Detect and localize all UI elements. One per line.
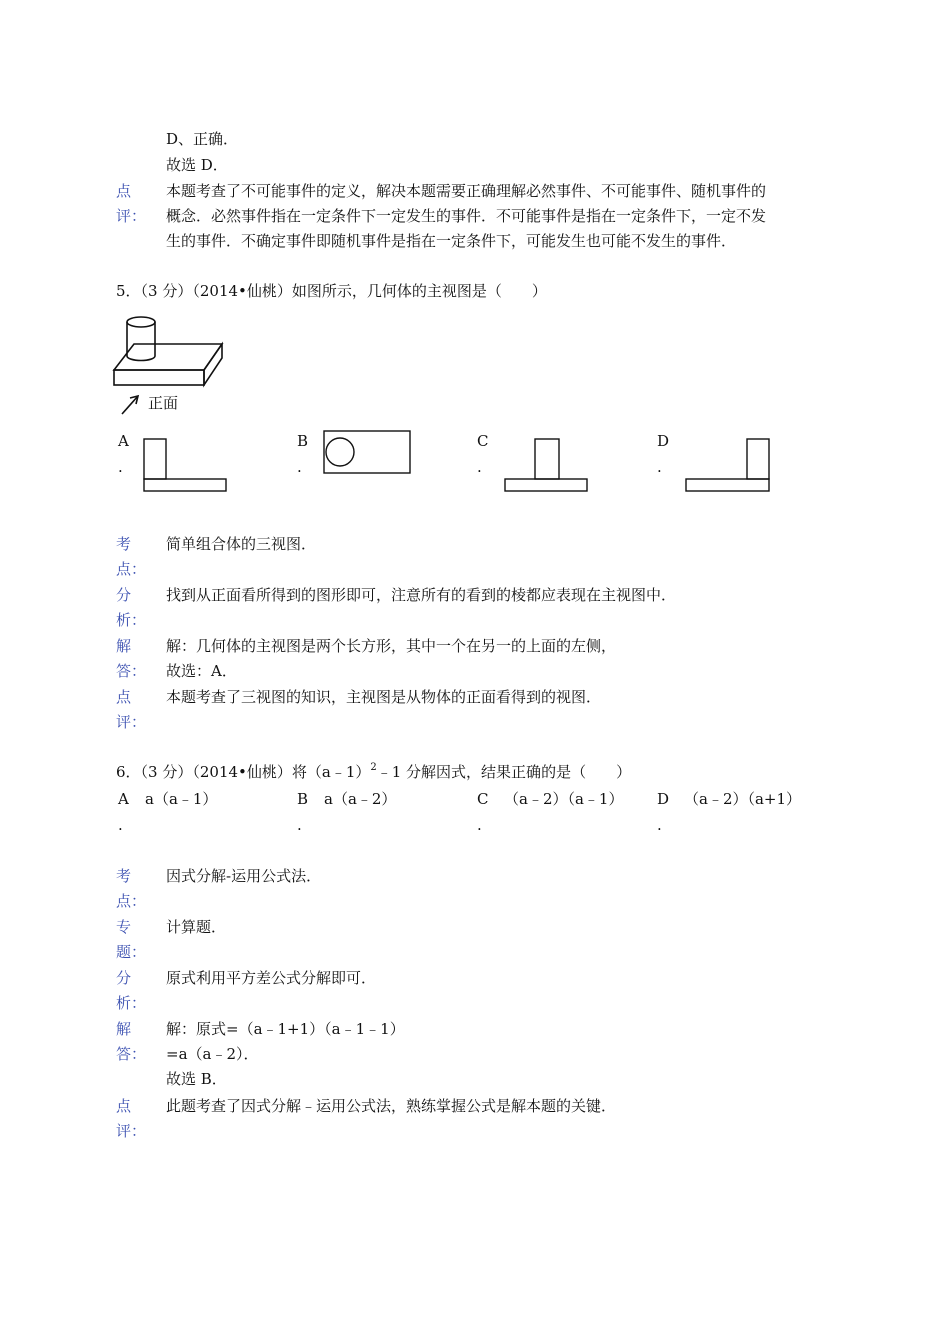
prev-comment-line-3: 生的事件．不确定事件即随机事件是指在一定条件下，可能发生也可能不发生的事件． xyxy=(166,232,737,250)
q5-option-d-dot: . xyxy=(657,458,662,476)
q6-option-a-letter[interactable]: A xyxy=(118,790,129,808)
q5-option-d-letter[interactable]: D xyxy=(657,432,670,450)
q6-option-a-dot: . xyxy=(118,816,123,834)
q6-dianping: 此题考查了因式分解﹣运用公式法，熟练掌握公式是解本题的关键． xyxy=(166,1097,617,1115)
q6-option-c-dot: . xyxy=(477,816,482,834)
q5-dianping-label-2: 评： xyxy=(116,713,147,731)
prev-answer-line-2: 故选 D． xyxy=(166,156,228,174)
q5-option-a-figure[interactable] xyxy=(143,437,229,493)
q5-option-b-dot: . xyxy=(297,458,302,476)
q6-kaodian-label-2: 点： xyxy=(116,892,147,910)
q6-stem-sup: 2 xyxy=(370,762,377,773)
q5-kaodian-label-1: 考 xyxy=(116,535,132,553)
q6-option-c-text[interactable]: （a﹣2）（a﹣1） xyxy=(504,790,624,808)
q5-kaodian-label-2: 点： xyxy=(116,560,147,578)
prev-comment-line-1: 本题考查了不可能事件的定义，解决本题需要正确理解必然事件、不可能事件、随机事件的 xyxy=(166,182,767,200)
q6-jieda-line-2: =a（a﹣2）． xyxy=(166,1045,259,1063)
q5-option-a-dot: . xyxy=(118,458,123,476)
q6-option-d-letter[interactable]: D xyxy=(657,790,670,808)
q6-dianping-label-2: 评： xyxy=(116,1122,147,1140)
prev-answer-line-1: D、正确． xyxy=(166,130,239,148)
q5-fenxi: 找到从正面看所得到的图形即可，注意所有的看到的棱都应表现在主视图中． xyxy=(166,586,677,604)
q6-zhuanti-label-1: 专 xyxy=(116,918,132,936)
q6-jieda-label-2: 答： xyxy=(116,1045,147,1063)
q5-option-c-letter[interactable]: C xyxy=(477,432,489,450)
q6-option-d-text[interactable]: （a﹣2）（a+1） xyxy=(684,790,802,808)
q6-fenxi-label-1: 分 xyxy=(116,969,132,987)
q6-stem-post: ﹣1 分解因式，结果正确的是（ ） xyxy=(376,763,632,781)
q5-fenxi-label-1: 分 xyxy=(116,586,132,604)
q6-option-c-letter[interactable]: C xyxy=(477,790,489,808)
q6-option-d-dot: . xyxy=(657,816,662,834)
q5-dianping-label-1: 点 xyxy=(116,688,132,706)
q6-zhuanti-label-2: 题： xyxy=(116,943,147,961)
q6-jieda-line-3: 故选 B． xyxy=(166,1070,227,1088)
q5-solid-figure xyxy=(108,310,233,420)
q6-option-b-dot: . xyxy=(297,816,302,834)
q6-stem xyxy=(116,762,631,782)
q5-option-b-letter[interactable]: B xyxy=(297,432,309,450)
q5-jieda-line-2: 故选：A． xyxy=(166,662,237,680)
q6-kaodian-label-1: 考 xyxy=(116,867,132,885)
q5-option-b-figure[interactable] xyxy=(322,429,414,477)
q6-stem-pre: 6．（3 分）（2014•仙桃）将（a﹣1） xyxy=(116,763,371,781)
q5-fenxi-label-2: 析： xyxy=(116,611,147,629)
prev-comment-label-2: 评： xyxy=(116,207,147,225)
q6-dianping-label-1: 点 xyxy=(116,1097,132,1115)
q6-option-b-text[interactable]: a（a﹣2） xyxy=(324,790,397,808)
q5-jieda-label-1: 解 xyxy=(116,637,132,655)
q6-option-b-letter[interactable]: B xyxy=(297,790,309,808)
q5-jieda-line-1: 解：几何体的主视图是两个长方形，其中一个在另一的上面的左侧， xyxy=(166,637,617,655)
q6-fenxi-label-2: 析： xyxy=(116,994,147,1012)
q5-dianping: 本题考查了三视图的知识，主视图是从物体的正面看得到的视图． xyxy=(166,688,602,706)
q5-option-d-figure[interactable] xyxy=(685,437,773,493)
prev-comment-label-1: 点 xyxy=(116,182,132,200)
q6-jieda-label-1: 解 xyxy=(116,1020,132,1038)
q5-jieda-label-2: 答： xyxy=(116,662,147,680)
q5-stem: 5．（3 分）（2014•仙桃）如图所示，几何体的主视图是（ ） xyxy=(116,282,547,300)
q6-zhuanti: 计算题． xyxy=(166,918,227,936)
q5-figure-label: 正面 xyxy=(148,395,179,412)
q6-kaodian: 因式分解-运用公式法． xyxy=(166,867,322,885)
q5-option-c-dot: . xyxy=(477,458,482,476)
q5-option-c-figure[interactable] xyxy=(504,437,590,493)
q5-option-a-letter[interactable]: A xyxy=(118,432,129,450)
q5-kaodian: 简单组合体的三视图． xyxy=(166,535,317,553)
q6-option-a-text[interactable]: a（a﹣1） xyxy=(145,790,218,808)
prev-comment-line-2: 概念．必然事件指在一定条件下一定发生的事件．不可能事件是指在一定条件下，一定不发 xyxy=(166,207,767,225)
q6-jieda-line-1: 解：原式=（a﹣1+1）（a﹣1﹣1） xyxy=(166,1020,405,1038)
q6-fenxi: 原式利用平方差公式分解即可． xyxy=(166,969,377,987)
